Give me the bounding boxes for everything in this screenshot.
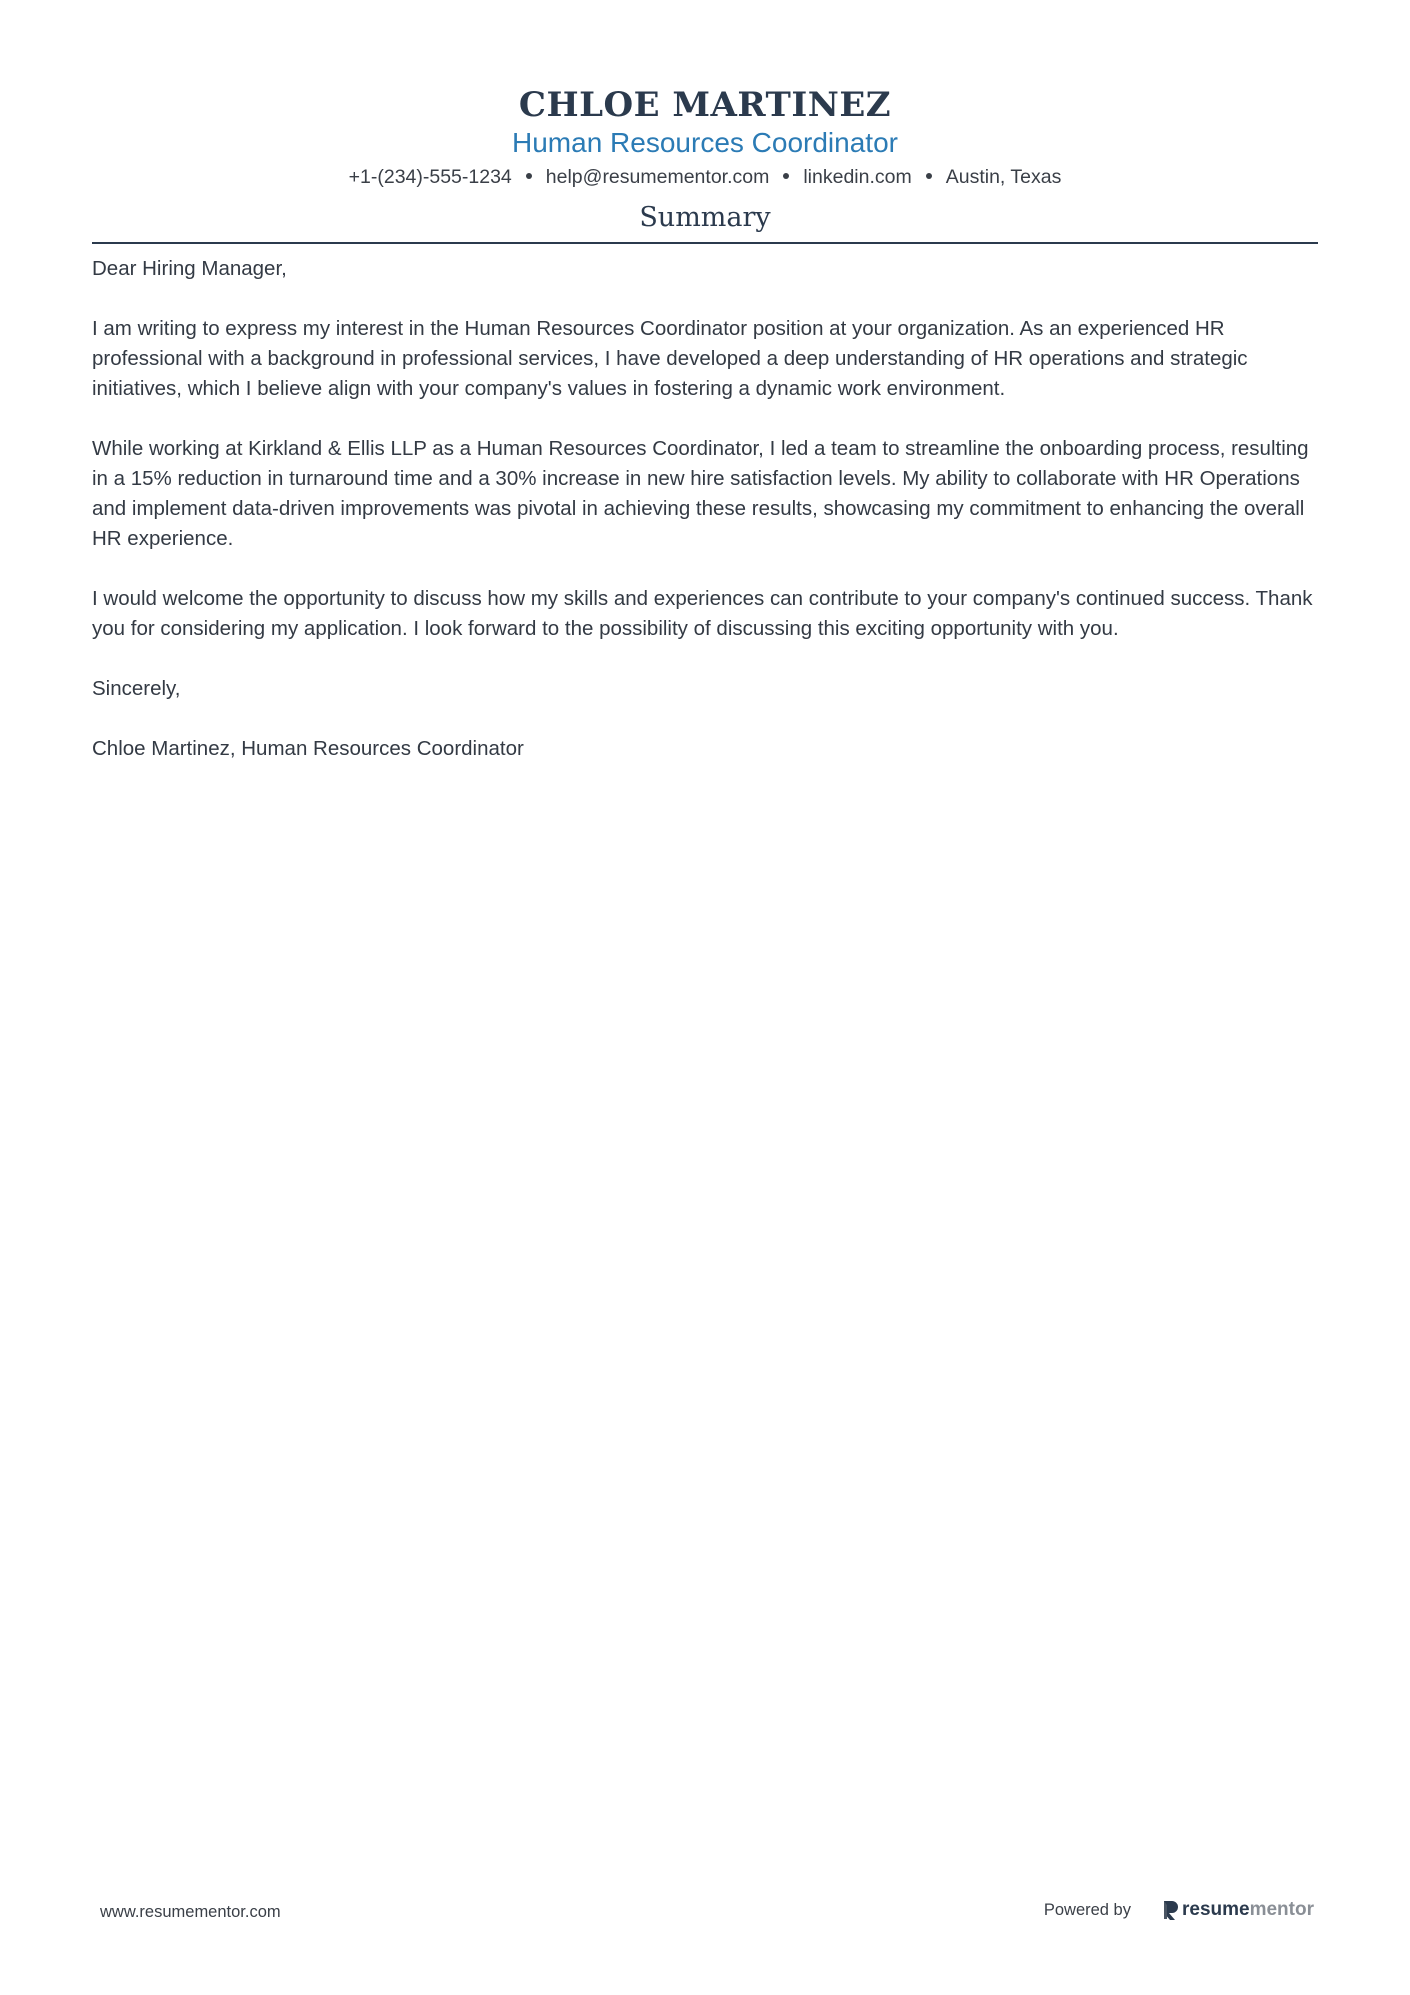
letter-signature: Chloe Martinez, Human Resources Coordinator [92, 737, 524, 760]
brand-logo [1161, 1897, 1314, 1923]
letter-body [92, 254, 1322, 794]
bullet-separator [783, 173, 789, 179]
letter-closing: Sincerely, [92, 677, 181, 700]
footer-website: www.resumementor.com [100, 1903, 281, 1921]
section-divider [92, 242, 1318, 244]
job-title: Human Resources Coordinator [512, 127, 898, 158]
contact-website: linkedin.com [803, 166, 912, 188]
candidate-name: CHLOE MARTINEZ [518, 85, 892, 125]
bullet-separator [926, 173, 932, 179]
letter-greeting: Dear Hiring Manager, [92, 257, 287, 280]
bullet-separator [526, 173, 532, 179]
contact-phone: +1-(234)-555-1234 [348, 166, 512, 188]
contact-email: help@resumementor.com [545, 166, 770, 188]
letter-paragraph: I am writing to express my interest in the Human Resources Coordinator position at your organization. As an experienced HR professional with a background in professional services, I have developed a deep understanding of HR operations and strategic initiatives, which I believe align with your company's values in fostering a dynamic work environment. [92, 317, 1248, 400]
letter-paragraph: I would welcome the opportunity to discuss how my skills and experiences can contribute to your company's continued success. Thank you for considering my application. I look forward to the possibility of discussing this exciting opportunity with you. [92, 587, 1313, 640]
header [92, 84, 1318, 190]
powered-by-label: Powered by [1043, 1901, 1131, 1919]
letter-paragraph: While working at Kirkland & Ellis LLP as a Human Resources Coordinator, I led a team to streamline the onboarding process, resulting in a 15% reduction in turnaround time and a 30% increase in new hire satisfaction levels. My ability to collaborate with HR Operations and implement data-driven improvements was pivotal in achieving these results, showcasing my commitment to enhancing the overall HR experience. [92, 437, 1309, 550]
contact-location: Austin, Texas [945, 166, 1062, 188]
section-title: Summary [639, 202, 771, 233]
brand-name-resume: resume [1181, 1899, 1250, 1920]
footer-branding [1044, 1897, 1314, 1923]
resumementor-logo-icon [1161, 1899, 1179, 1921]
contact-line [92, 164, 1318, 190]
brand-name-mentor: mentor [1249, 1899, 1314, 1920]
